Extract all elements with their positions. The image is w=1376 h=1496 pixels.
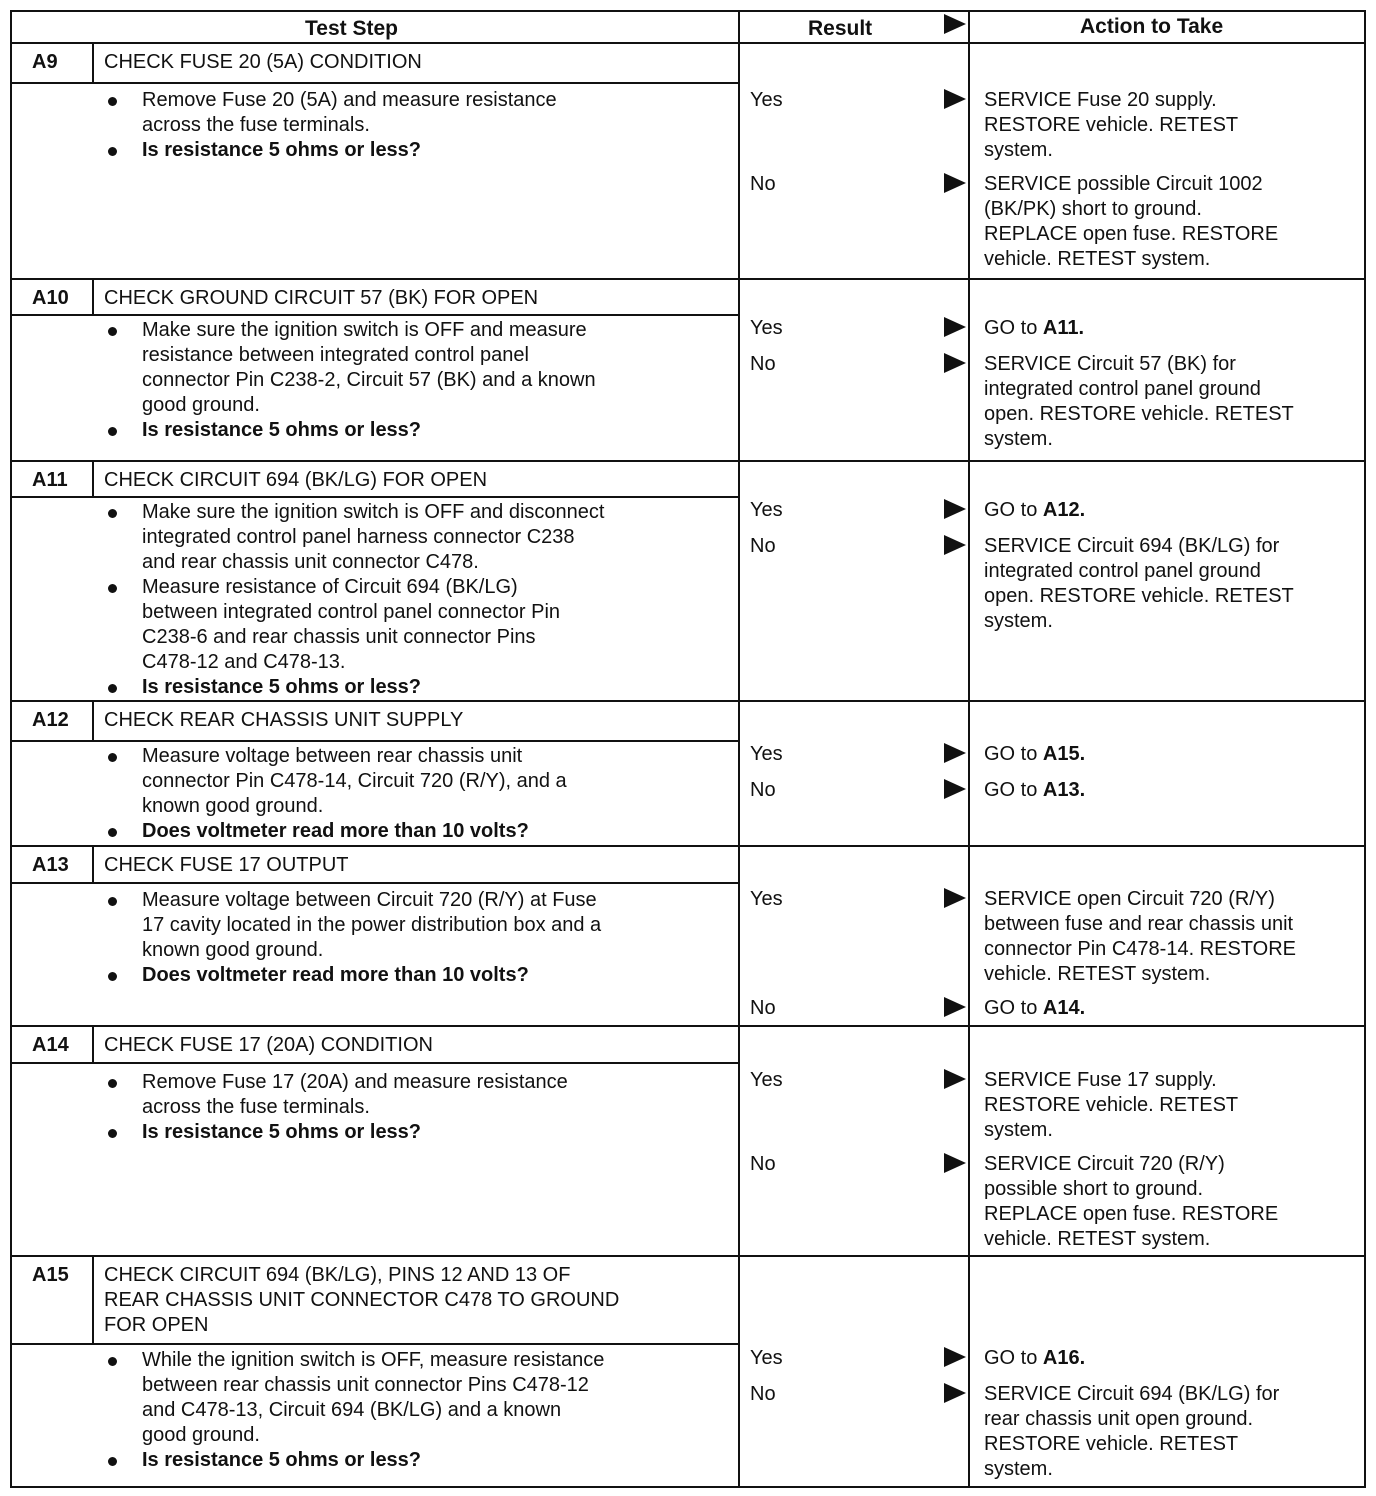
header-result: Result <box>808 17 873 40</box>
action-text: GO to <box>984 997 1043 1019</box>
step-title: CHECK CIRCUIT 694 (BK/LG) FOR OPEN <box>104 469 488 491</box>
action-text: system. <box>984 1458 1053 1480</box>
goto-step-ref: A14 <box>1042 997 1080 1019</box>
step-id: A11 <box>32 469 68 491</box>
bullet-icon <box>108 828 117 837</box>
result-no: No <box>750 997 776 1019</box>
step-separator <box>10 1025 1366 1027</box>
test-instruction: C478-12 and C478-13. <box>142 651 346 673</box>
step-separator <box>10 278 1366 280</box>
action-text: SERVICE Fuse 20 supply. <box>984 89 1217 111</box>
test-instruction: While the ignition switch is OFF, measure resistance <box>142 1349 605 1371</box>
step-separator <box>10 1255 1366 1257</box>
test-instruction: connector Pin C238-2, Circuit 57 (BK) and a known <box>142 369 596 391</box>
step-id-border <box>92 1255 94 1343</box>
action-text: system. <box>984 139 1053 161</box>
action-goto <box>984 498 1085 523</box>
goto-step-ref: A16 <box>1042 1347 1080 1369</box>
test-instruction: across the fuse terminals. <box>142 1096 370 1118</box>
step-id-bottom <box>10 496 92 498</box>
test-instruction: resistance between integrated control panel <box>142 344 529 366</box>
action-text: integrated control panel ground <box>984 378 1261 400</box>
step-title: CHECK REAR CHASSIS UNIT SUPPLY <box>104 709 464 731</box>
test-instruction: and C478-13, Circuit 694 (BK/LG) and a known <box>142 1399 562 1421</box>
test-question: Does voltmeter read more than 10 volts? <box>142 964 529 986</box>
bullet-icon <box>108 97 117 106</box>
result-arrow-icon <box>944 743 966 763</box>
result-arrow-icon <box>944 89 966 109</box>
step-title: REAR CHASSIS UNIT CONNECTOR C478 TO GROUND <box>104 1289 620 1311</box>
test-instruction: between rear chassis unit connector Pins C478-12 <box>142 1374 589 1396</box>
test-instruction: Measure voltage between Circuit 720 (R/Y) at Fuse <box>142 889 597 911</box>
step-title: FOR OPEN <box>104 1314 209 1336</box>
test-instruction: 17 cavity located in the power distribution box and a <box>142 914 602 936</box>
step-id: A15 <box>32 1264 69 1286</box>
action-text: open. RESTORE vehicle. RETEST <box>984 403 1294 425</box>
result-arrow-icon <box>944 1069 966 1089</box>
step-title: CHECK GROUND CIRCUIT 57 (BK) FOR OPEN <box>104 287 539 309</box>
result-no: No <box>750 1153 776 1175</box>
step-id-border <box>92 845 94 882</box>
step-title-bottom <box>92 1062 738 1064</box>
step-title: CHECK CIRCUIT 694 (BK/LG), PINS 12 AND 13 OF <box>104 1264 571 1286</box>
test-instruction: known good ground. <box>142 795 324 817</box>
step-id-bottom <box>10 1062 92 1064</box>
bullet-icon <box>108 972 117 981</box>
table-left-border <box>10 10 12 1488</box>
step-title: CHECK FUSE 17 (20A) CONDITION <box>104 1034 433 1056</box>
action-text: connector Pin C478-14. RESTORE <box>984 938 1297 960</box>
result-arrow-icon <box>944 1347 966 1367</box>
result-arrow-icon <box>944 1153 966 1173</box>
action-text: . <box>1079 997 1086 1019</box>
result-arrow-icon <box>944 888 966 908</box>
header-test-step: Test Step <box>305 17 398 40</box>
action-text: between fuse and rear chassis unit <box>984 913 1294 935</box>
result-column-border <box>738 10 740 1488</box>
result-yes: Yes <box>750 1347 783 1369</box>
result-yes: Yes <box>750 499 783 521</box>
result-no: No <box>750 779 776 801</box>
test-instruction: Measure voltage between rear chassis unit <box>142 745 523 767</box>
bullet-icon <box>108 1457 117 1466</box>
test-instruction: good ground. <box>142 1424 260 1446</box>
test-instruction: good ground. <box>142 394 260 416</box>
action-goto <box>984 996 1085 1021</box>
step-id-bottom <box>10 740 92 742</box>
header-result-arrow-icon <box>944 14 966 34</box>
step-id-bottom <box>10 314 92 316</box>
result-arrow-icon <box>944 499 966 519</box>
step-title: CHECK FUSE 17 OUTPUT <box>104 854 349 876</box>
test-question: Is resistance 5 ohms or less? <box>142 676 422 698</box>
result-arrow-icon <box>944 535 966 555</box>
step-title-bottom <box>92 1343 738 1345</box>
test-instruction: Remove Fuse 20 (5A) and measure resistance <box>142 89 557 111</box>
test-instruction: across the fuse terminals. <box>142 114 370 136</box>
step-title-bottom <box>92 740 738 742</box>
test-instruction: Remove Fuse 17 (20A) and measure resistance <box>142 1071 568 1093</box>
bullet-icon <box>108 684 117 693</box>
test-question: Does voltmeter read more than 10 volts? <box>142 820 529 842</box>
action-text: (BK/PK) short to ground. <box>984 198 1202 220</box>
action-text: vehicle. RETEST system. <box>984 963 1211 985</box>
result-arrow-icon <box>944 1383 966 1403</box>
test-question: Is resistance 5 ohms or less? <box>142 1449 422 1471</box>
step-title-bottom <box>92 314 738 316</box>
test-instruction: Make sure the ignition switch is OFF and disconnect <box>142 501 605 523</box>
action-text: integrated control panel ground <box>984 560 1261 582</box>
result-yes: Yes <box>750 743 783 765</box>
goto-step-ref: A13 <box>1042 779 1080 801</box>
action-text: SERVICE Circuit 720 (R/Y) <box>984 1153 1225 1175</box>
action-column-border <box>968 10 970 1488</box>
goto-step-ref: A12 <box>1042 499 1080 521</box>
step-id: A9 <box>32 51 58 73</box>
action-text: system. <box>984 1119 1053 1141</box>
action-text: RESTORE vehicle. RETEST <box>984 1433 1239 1455</box>
step-title-bottom <box>92 496 738 498</box>
step-id-border <box>92 42 94 82</box>
test-instruction: Make sure the ignition switch is OFF and measure <box>142 319 587 341</box>
bullet-icon <box>108 1079 117 1088</box>
action-text: . <box>1078 317 1085 339</box>
action-text: RESTORE vehicle. RETEST <box>984 1094 1239 1116</box>
result-no: No <box>750 535 776 557</box>
result-no: No <box>750 173 776 195</box>
action-text: SERVICE Circuit 694 (BK/LG) for <box>984 535 1280 557</box>
action-text: GO to <box>984 743 1043 765</box>
bullet-icon <box>108 1129 117 1138</box>
result-yes: Yes <box>750 888 783 910</box>
diagnostic-table <box>10 10 1366 1488</box>
result-arrow-icon <box>944 997 966 1017</box>
step-id-border <box>92 460 94 496</box>
test-question: Is resistance 5 ohms or less? <box>142 139 422 161</box>
header-action: Action to Take <box>1080 15 1224 38</box>
bullet-icon <box>108 1357 117 1366</box>
step-id: A14 <box>32 1034 69 1056</box>
result-yes: Yes <box>750 317 783 339</box>
result-arrow-icon <box>944 779 966 799</box>
test-instruction: Measure resistance of Circuit 694 (BK/LG) <box>142 576 518 598</box>
action-text: system. <box>984 610 1053 632</box>
bullet-icon <box>108 509 117 518</box>
action-goto <box>984 742 1085 767</box>
bullet-icon <box>108 897 117 906</box>
step-title: CHECK FUSE 20 (5A) CONDITION <box>104 51 422 73</box>
bullet-icon <box>108 584 117 593</box>
action-text: SERVICE Circuit 694 (BK/LG) for <box>984 1383 1280 1405</box>
action-text: vehicle. RETEST system. <box>984 248 1211 270</box>
action-text: SERVICE Fuse 17 supply. <box>984 1069 1217 1091</box>
test-instruction: known good ground. <box>142 939 324 961</box>
action-goto <box>984 316 1084 341</box>
test-instruction: and rear chassis unit connector C478. <box>142 551 479 573</box>
step-id: A10 <box>32 287 69 309</box>
step-id-border <box>92 700 94 740</box>
result-arrow-icon <box>944 173 966 193</box>
action-text: vehicle. RETEST system. <box>984 1228 1211 1250</box>
action-text: . <box>1079 743 1086 765</box>
action-goto <box>984 778 1085 803</box>
action-text: RESTORE vehicle. RETEST <box>984 114 1239 136</box>
result-yes: Yes <box>750 89 783 111</box>
step-id-bottom <box>10 882 92 884</box>
action-text: GO to <box>984 779 1043 801</box>
test-question: Is resistance 5 ohms or less? <box>142 1121 422 1143</box>
step-separator <box>10 700 1366 702</box>
step-title-bottom <box>92 82 738 84</box>
action-text: SERVICE possible Circuit 1002 <box>984 173 1263 195</box>
bullet-icon <box>108 327 117 336</box>
goto-step-ref: A11 <box>1042 317 1079 339</box>
test-question: Is resistance 5 ohms or less? <box>142 419 422 441</box>
action-text: GO to <box>984 1347 1043 1369</box>
result-yes: Yes <box>750 1069 783 1091</box>
action-text: GO to <box>984 499 1043 521</box>
step-id: A13 <box>32 854 69 876</box>
action-text: SERVICE open Circuit 720 (R/Y) <box>984 888 1275 910</box>
bullet-icon <box>108 753 117 762</box>
action-text: REPLACE open fuse. RESTORE <box>984 1203 1279 1225</box>
step-separator <box>10 460 1366 462</box>
step-separator <box>10 845 1366 847</box>
result-arrow-icon <box>944 317 966 337</box>
step-id: A12 <box>32 709 69 731</box>
step-id-border <box>92 278 94 314</box>
goto-step-ref: A15 <box>1042 743 1080 765</box>
action-text: . <box>1079 1347 1086 1369</box>
step-id-border <box>92 1025 94 1062</box>
action-text: rear chassis unit open ground. <box>984 1408 1254 1430</box>
action-goto <box>984 1346 1085 1371</box>
action-text: SERVICE Circuit 57 (BK) for <box>984 353 1236 375</box>
action-text: . <box>1079 779 1086 801</box>
table-right-border <box>1364 10 1366 1488</box>
step-title-bottom <box>92 882 738 884</box>
action-text: . <box>1079 499 1086 521</box>
result-arrow-icon <box>944 353 966 373</box>
bullet-icon <box>108 427 117 436</box>
test-instruction: C238-6 and rear chassis unit connector Pins <box>142 626 536 648</box>
action-text: REPLACE open fuse. RESTORE <box>984 223 1279 245</box>
action-text: possible short to ground. <box>984 1178 1204 1200</box>
test-instruction: integrated control panel harness connector C238 <box>142 526 575 548</box>
header-bottom-border <box>10 42 1366 44</box>
result-no: No <box>750 1383 776 1405</box>
result-no: No <box>750 353 776 375</box>
table-bottom-border <box>10 1486 1366 1488</box>
bullet-icon <box>108 147 117 156</box>
test-instruction: between integrated control panel connector Pin <box>142 601 561 623</box>
action-text: open. RESTORE vehicle. RETEST <box>984 585 1294 607</box>
test-instruction: connector Pin C478-14, Circuit 720 (R/Y), and a <box>142 770 567 792</box>
step-id-bottom <box>10 82 92 84</box>
table-top-border <box>10 10 1366 12</box>
action-text: system. <box>984 428 1053 450</box>
step-id-bottom <box>10 1343 92 1345</box>
action-text: GO to <box>984 317 1043 339</box>
